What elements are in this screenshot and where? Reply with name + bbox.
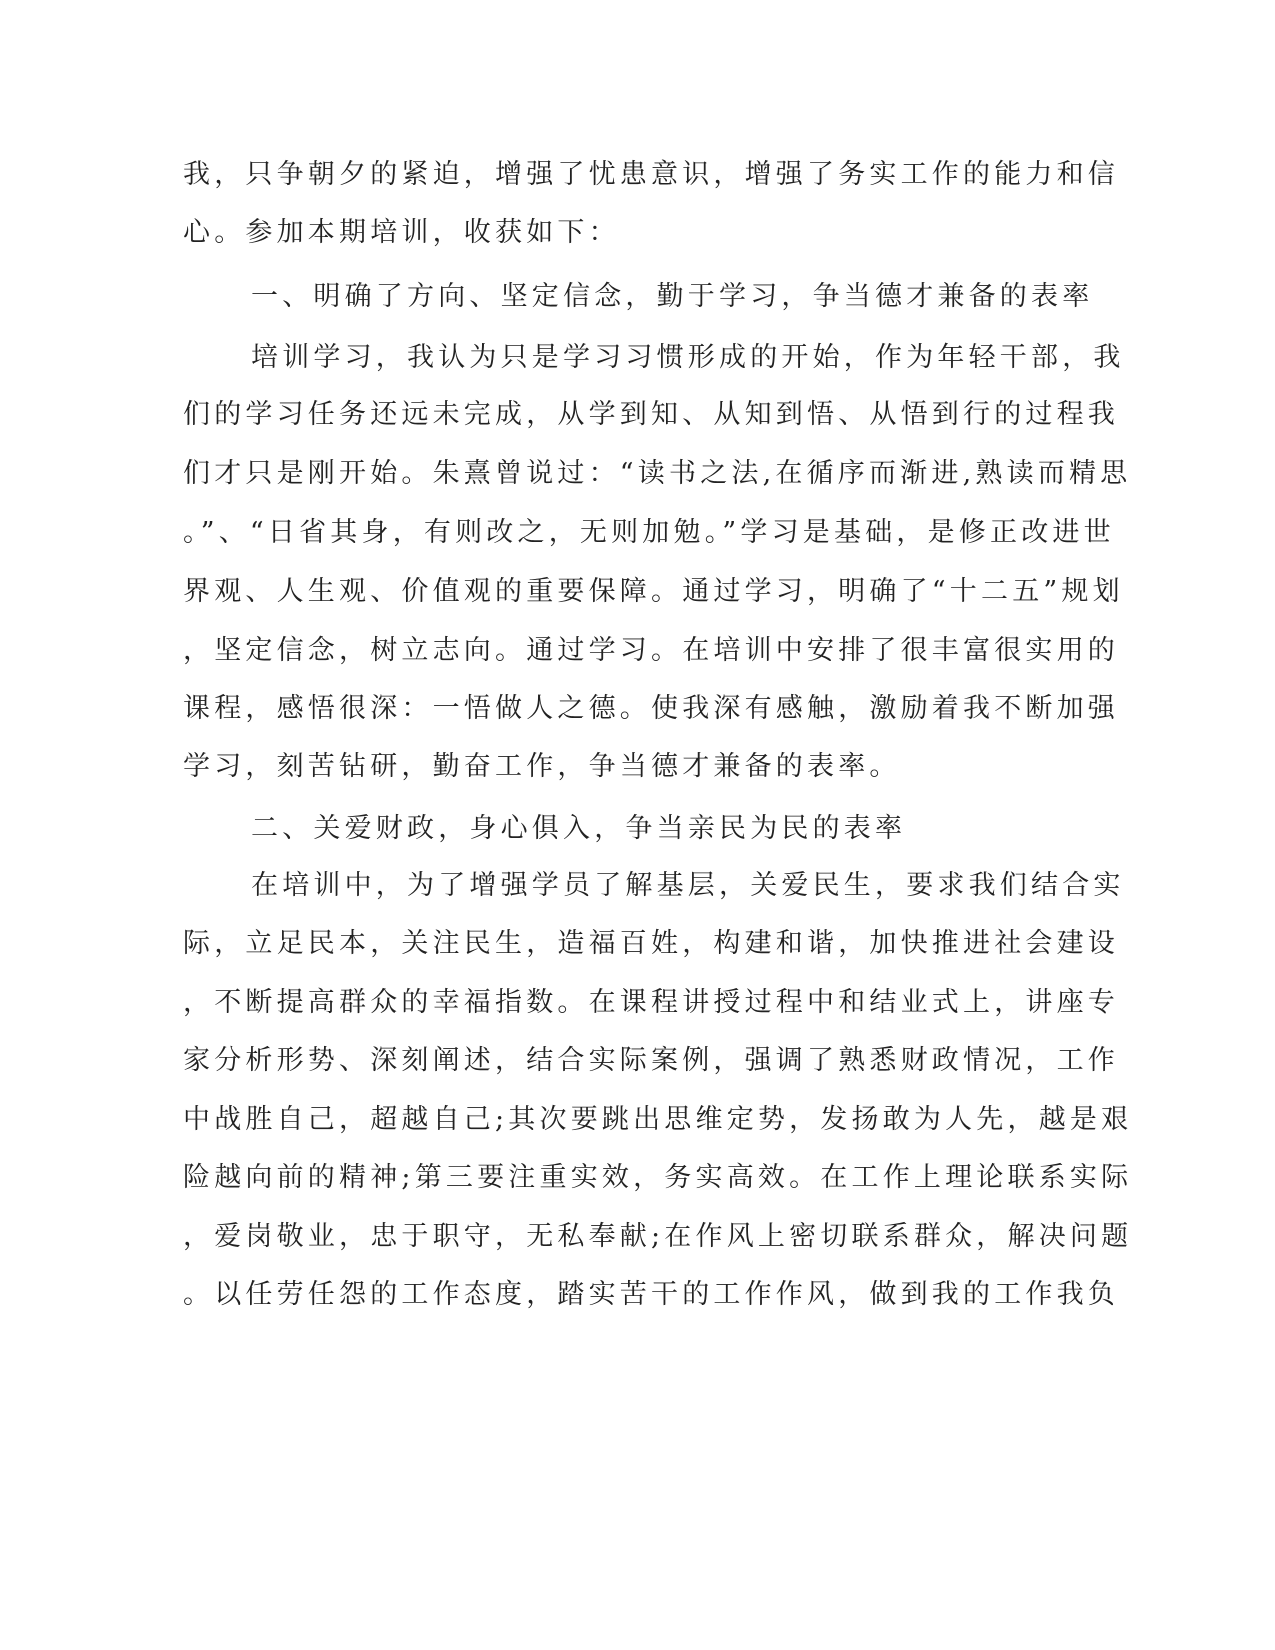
body-line: 险越向前的精神;第三要注重实效，务实高效。在工作上理论联系实际 <box>183 1162 1133 1193</box>
section-heading-2: 二、关爱财政，身心俱入，争当亲民为民的表率 <box>251 813 907 844</box>
body-line: 课程，感悟很深：一悟做人之德。使我深有感触，激励着我不断加强 <box>183 693 1119 724</box>
section-heading-1: 一、明确了方向、坚定信念，勤于学习，争当德才兼备的表率 <box>251 281 1094 312</box>
body-line: 际，立足民本，关注民生，造福百姓，构建和谐，加快推进社会建设 <box>183 928 1119 959</box>
body-line: 们才只是刚开始。朱熹曾说过：“读书之法,在循序而渐进,熟读而精思 <box>183 458 1132 489</box>
body-line: 培训学习，我认为只是学习习惯形成的开始，作为年轻干部，我 <box>251 342 1125 373</box>
body-line: ，不断提高群众的幸福指数。在课程讲授过程中和结业式上，讲座专 <box>183 987 1119 1018</box>
body-line: 家分析形势、深刻阐述，结合实际案例，强调了熟悉财政情况，工作 <box>183 1045 1119 1076</box>
body-line: 学习，刻苦钻研，勤奋工作，争当德才兼备的表率。 <box>183 751 901 782</box>
body-line: 心。参加本期培训，收获如下： <box>183 217 620 248</box>
body-line: 们的学习任务还远未完成，从学到知、从知到悟、从悟到行的过程我 <box>183 399 1119 430</box>
body-line: 界观、人生观、价值观的重要保障。通过学习，明确了“十二五”规划 <box>183 576 1124 607</box>
body-line: 。”、“日省其身，有则改之，无则加勉。”学习是基础，是修正改进世 <box>183 517 1115 548</box>
body-line: ，爱岗敬业，忠于职守，无私奉献;在作风上密切联系群众，解决问题 <box>183 1221 1133 1252</box>
body-line: 在培训中，为了增强学员了解基层，关爱民生，要求我们结合实 <box>251 870 1125 901</box>
body-line: 我，只争朝夕的紧迫，增强了忧患意识，增强了务实工作的能力和信 <box>183 159 1119 190</box>
body-line: ，坚定信念，树立志向。通过学习。在培训中安排了很丰富很实用的 <box>183 635 1119 666</box>
body-line: 中战胜自己，超越自己;其次要跳出思维定势，发扬敢为人先，越是艰 <box>183 1104 1133 1135</box>
body-line: 。以任劳任怨的工作态度，踏实苦干的工作作风，做到我的工作我负 <box>183 1279 1119 1310</box>
